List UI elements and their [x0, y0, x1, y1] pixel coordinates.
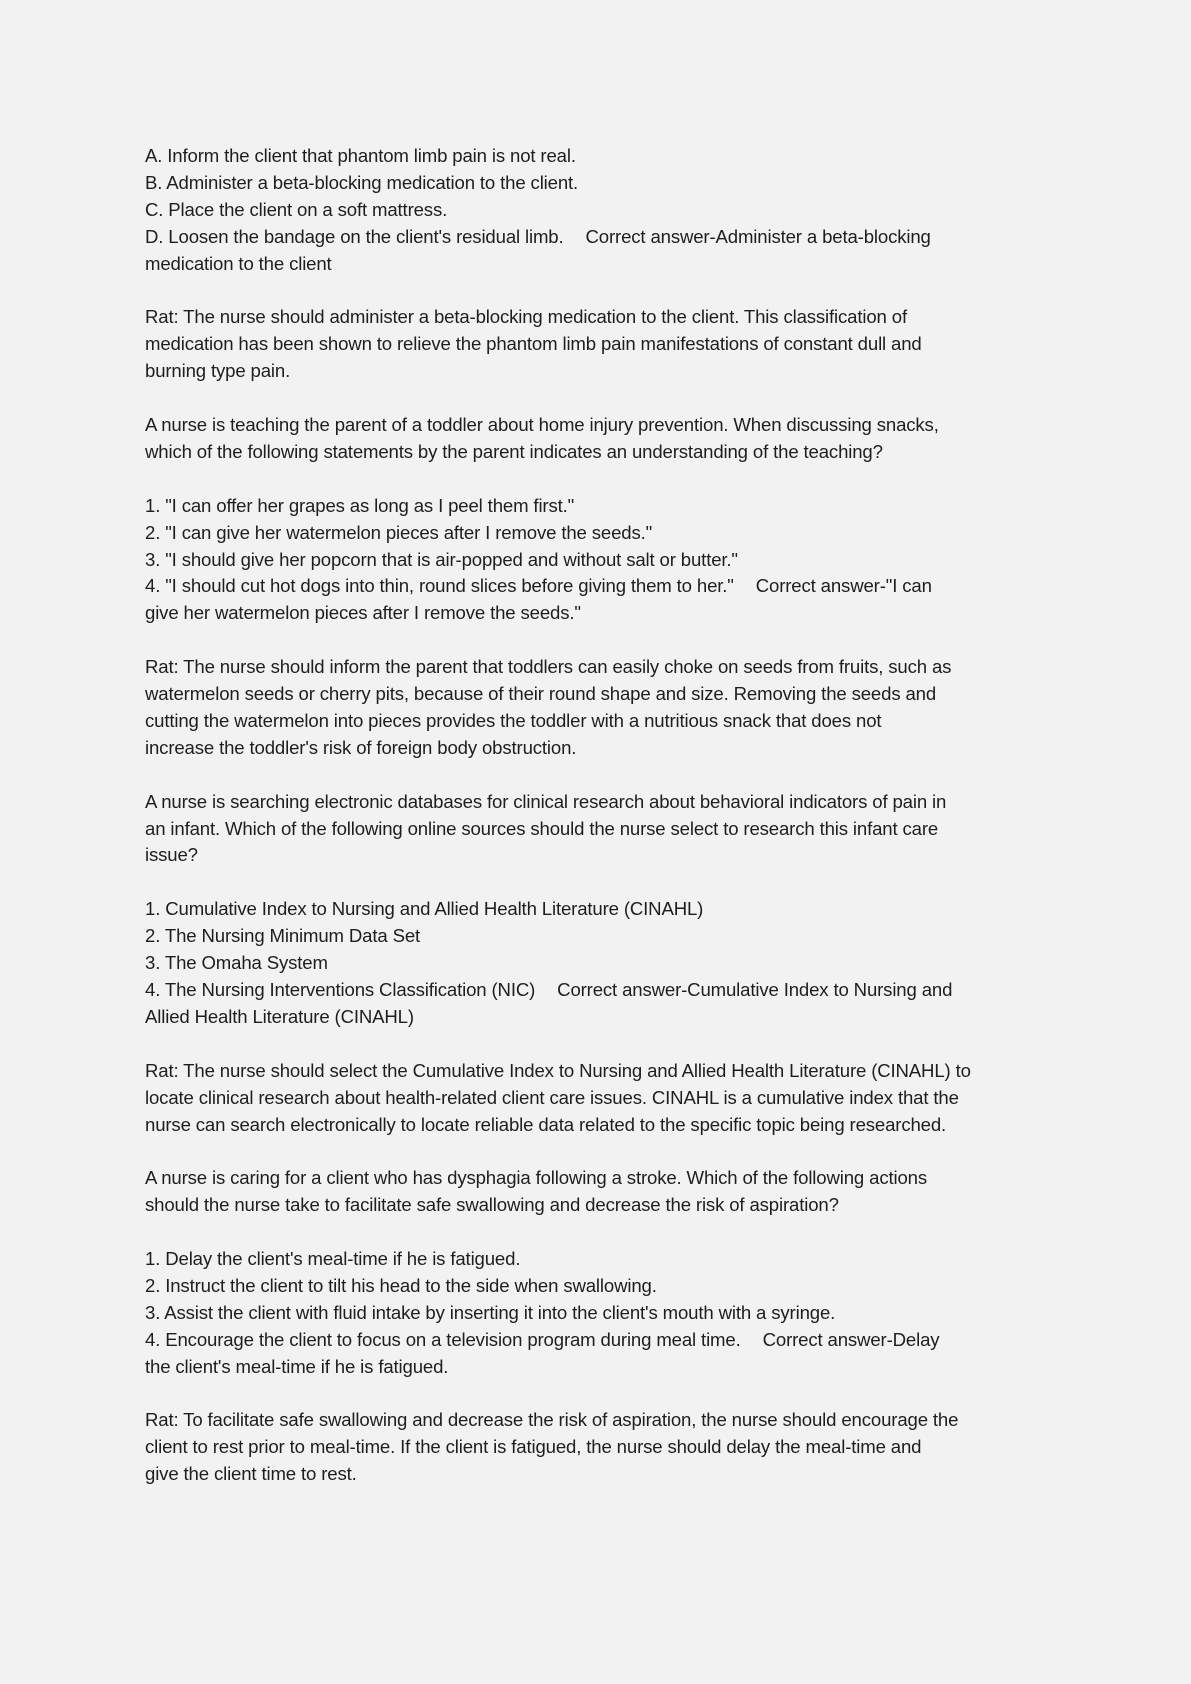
rationale-line: client to rest prior to meal-time. If the client is fatigued, the nurse should delay the meal-time and: [145, 1436, 922, 1458]
option-text: 4. "I should cut hot dogs into thin, round slices before giving them to her.": [145, 575, 734, 597]
answer-options-block: [145, 143, 1071, 278]
question-line: A nurse is teaching the parent of a toddler about home injury prevention. When discussing snacks,: [145, 414, 939, 436]
rationale-block: [145, 304, 1071, 385]
rationale-line: burning type pain.: [145, 360, 291, 382]
rationale-line: Rat: The nurse should inform the parent that toddlers can easily choke on seeds from fruits, such as: [145, 656, 952, 678]
option-line: C. Place the client on a soft mattress.: [145, 198, 448, 220]
option-line: 2. The Nursing Minimum Data Set: [145, 925, 421, 947]
rationale-line: increase the toddler's risk of foreign body obstruction.: [145, 736, 577, 758]
option-line-with-answer: [145, 224, 1071, 251]
question-line: issue?: [145, 844, 198, 866]
answer-options-block: [145, 493, 1071, 628]
answer-options-block: [145, 1246, 1071, 1381]
option-line: 2. "I can give her watermelon pieces after I remove the seeds.": [145, 521, 653, 543]
question-line: which of the following statements by the parent indicates an understanding of the teaching?: [145, 440, 883, 462]
rationale-line: locate clinical research about health-related client care issues. CINAHL is a cumulative index that the: [145, 1086, 959, 1108]
correct-answer-text: Correct answer-Cumulative Index to Nursing and: [557, 979, 953, 1000]
answer-continuation: medication to the client: [145, 252, 332, 274]
option-line: 3. Assist the client with fluid intake by inserting it into the client's mouth with a syringe.: [145, 1301, 836, 1323]
option-line: 1. Delay the client's meal-time if he is fatigued.: [145, 1248, 521, 1270]
document-body: [145, 143, 1071, 1488]
option-line: B. Administer a beta-blocking medication to the client.: [145, 171, 579, 193]
option-line: 3. The Omaha System: [145, 952, 328, 974]
rationale-line: Rat: To facilitate safe swallowing and decrease the risk of aspiration, the nurse should encourage the: [145, 1409, 959, 1431]
rationale-block: [145, 1407, 1071, 1488]
option-line-with-answer: [145, 573, 1071, 600]
question-block: [145, 789, 1071, 870]
answer-continuation: the client's meal-time if he is fatigued.: [145, 1355, 449, 1377]
option-text: D. Loosen the bandage on the client's residual limb.: [145, 225, 564, 247]
question-line: A nurse is searching electronic databases for clinical research about behavioral indicators of pain in: [145, 790, 947, 812]
rationale-line: Rat: The nurse should administer a beta-blocking medication to the client. This classification of: [145, 306, 907, 328]
answer-continuation: give her watermelon pieces after I remove the seeds.": [145, 602, 581, 624]
option-text: 4. The Nursing Interventions Classification (NIC): [145, 979, 536, 1000]
option-line: 1. Cumulative Index to Nursing and Allied Health Literature (CINAHL): [145, 898, 704, 920]
rationale-line: medication has been shown to relieve the phantom limb pain manifestations of constant dull and: [145, 333, 922, 355]
correct-answer-text: Correct answer-"I can: [755, 575, 932, 597]
rationale-line: watermelon seeds or cherry pits, because of their round shape and size. Removing the seeds and: [145, 683, 937, 705]
question-line: should the nurse take to facilitate safe swallowing and decrease the risk of aspiration?: [145, 1194, 839, 1216]
option-line: A. Inform the client that phantom limb pain is not real.: [145, 145, 576, 166]
option-line: 1. "I can offer her grapes as long as I peel them first.": [145, 494, 575, 516]
rationale-block: [145, 654, 1071, 762]
option-line-with-answer: [145, 977, 1071, 1004]
question-line: an infant. Which of the following online sources should the nurse select to research this infant care: [145, 817, 939, 839]
rationale-line: nurse can search electronically to locate reliable data related to the specific topic being researched.: [145, 1113, 947, 1135]
rationale-block: [145, 1058, 1071, 1139]
rationale-line: cutting the watermelon into pieces provides the toddler with a nutritious snack that does not: [145, 709, 882, 731]
correct-answer-text: Correct answer-Administer a beta-blocking: [585, 225, 931, 247]
question-block: [145, 412, 1071, 466]
option-line: 3. "I should give her popcorn that is air-popped and without salt or butter.": [145, 548, 738, 570]
answer-options-block: [145, 896, 1071, 1031]
correct-answer-text: Correct answer-Delay: [762, 1328, 940, 1350]
option-text: 4. Encourage the client to focus on a television program during meal time.: [145, 1328, 741, 1350]
question-line: A nurse is caring for a client who has dysphagia following a stroke. Which of the following actions: [145, 1167, 928, 1189]
option-line-with-answer: [145, 1327, 1071, 1354]
question-block: [145, 1165, 1071, 1219]
option-line: 2. Instruct the client to tilt his head to the side when swallowing.: [145, 1274, 657, 1296]
rationale-line: give the client time to rest.: [145, 1463, 357, 1485]
answer-continuation: Allied Health Literature (CINAHL): [145, 1005, 414, 1027]
rationale-line: Rat: The nurse should select the Cumulative Index to Nursing and Allied Health Literature (CINAHL) to: [145, 1059, 971, 1081]
